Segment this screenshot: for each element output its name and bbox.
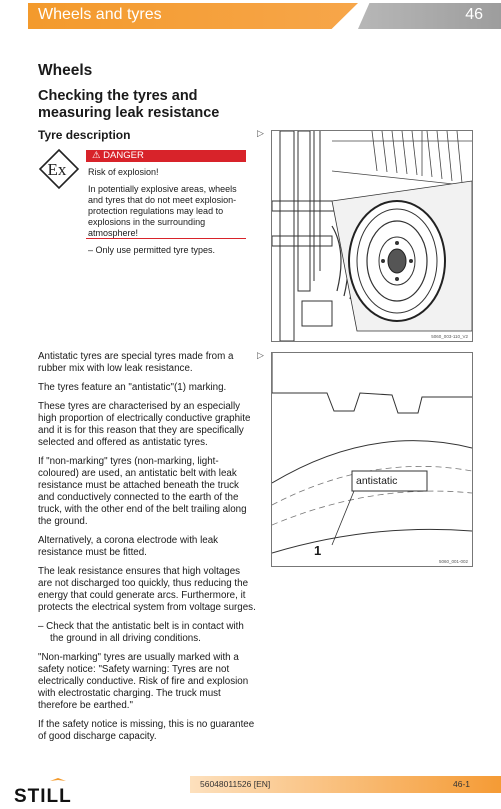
svg-text:Ex: Ex	[47, 160, 67, 179]
instruction-item: – Check that the antistatic belt is in contact with the ground in all driving conditions.	[38, 621, 244, 644]
paragraph: These tyres are characterised by an especially high proportion of electrically conductive graphite and it is for this reason that they are specifically selected and offered as antistatic tyres.	[38, 401, 251, 448]
danger-content	[88, 167, 248, 262]
truck-wheel-illustration	[271, 130, 473, 342]
paragraph: "Non-marking" tyres are usually marked with a safety notice: "Safety warning: Tyres are not electrically conductive. Risk of fire and explosion with electrostatic charging. The truck must therefore be earthed."	[38, 652, 249, 711]
truck-wheel-drawing	[272, 131, 472, 341]
figure-reference: 5060_003-110_V2	[431, 334, 468, 339]
page-subheading: Checking the tyres and measuring leak resistance	[38, 88, 220, 121]
paragraph: Antistatic tyres are special tyres made from a rubber mix with low leak resistance.	[38, 351, 234, 374]
callout-number: 1	[314, 543, 322, 558]
paragraph: Alternatively, a corona electrode with leak resistance must be fitted.	[38, 535, 219, 558]
section-title: Wheels and tyres	[38, 6, 162, 23]
tyre-sidewall-drawing	[272, 353, 472, 566]
danger-divider	[86, 238, 246, 239]
antistatic-tag-label: antistatic	[356, 475, 398, 487]
paragraph: If the safety notice is missing, this is no guarantee of good discharge capacity.	[38, 719, 255, 742]
danger-text: In potentially explosive areas, wheels and tyres that do not meet explosion-protection regulations may lead to explosions in the surrounding atmosphere!	[88, 184, 237, 238]
figure-pointer-icon: ▷	[257, 128, 264, 138]
danger-title: Risk of explosion!	[88, 167, 159, 177]
still-logo-text: STILL	[14, 786, 72, 804]
paragraph: The tyres feature an "antistatic"(1) marking.	[38, 382, 227, 393]
antistatic-marking-illustration	[271, 352, 473, 567]
document-number: 56048011526 [EN]	[200, 779, 271, 789]
subsection-title: Tyre description	[38, 128, 131, 142]
footer-page-number: 46-1	[453, 779, 471, 789]
ex-explosion-protection-icon	[38, 148, 80, 190]
still-logo	[14, 778, 104, 804]
header-page-number: 46	[465, 6, 483, 23]
danger-label: ⚠ DANGER	[86, 150, 246, 162]
danger-instruction: – Only use permitted tyre types.	[88, 245, 216, 255]
page-heading: Wheels	[38, 62, 93, 79]
page-header	[0, 0, 501, 30]
figure-pointer-icon: ▷	[257, 350, 264, 360]
body-text	[38, 351, 256, 750]
paragraph: The leak resistance ensures that high voltages are not discharged too quickly, thus reducing the energy that could generate arcs. Furthermore, it protects the electrical system from voltage surges.	[38, 566, 256, 613]
paragraph: If "non-marking" tyres (non-marking, light-coloured) are used, an antistatic belt with leak resistance must be attached beneath the truck and conductively connected to the earth of the truck, with the other end of the belt trailing along the ground.	[38, 456, 247, 527]
figure-reference: 5060_001-002	[438, 559, 468, 564]
